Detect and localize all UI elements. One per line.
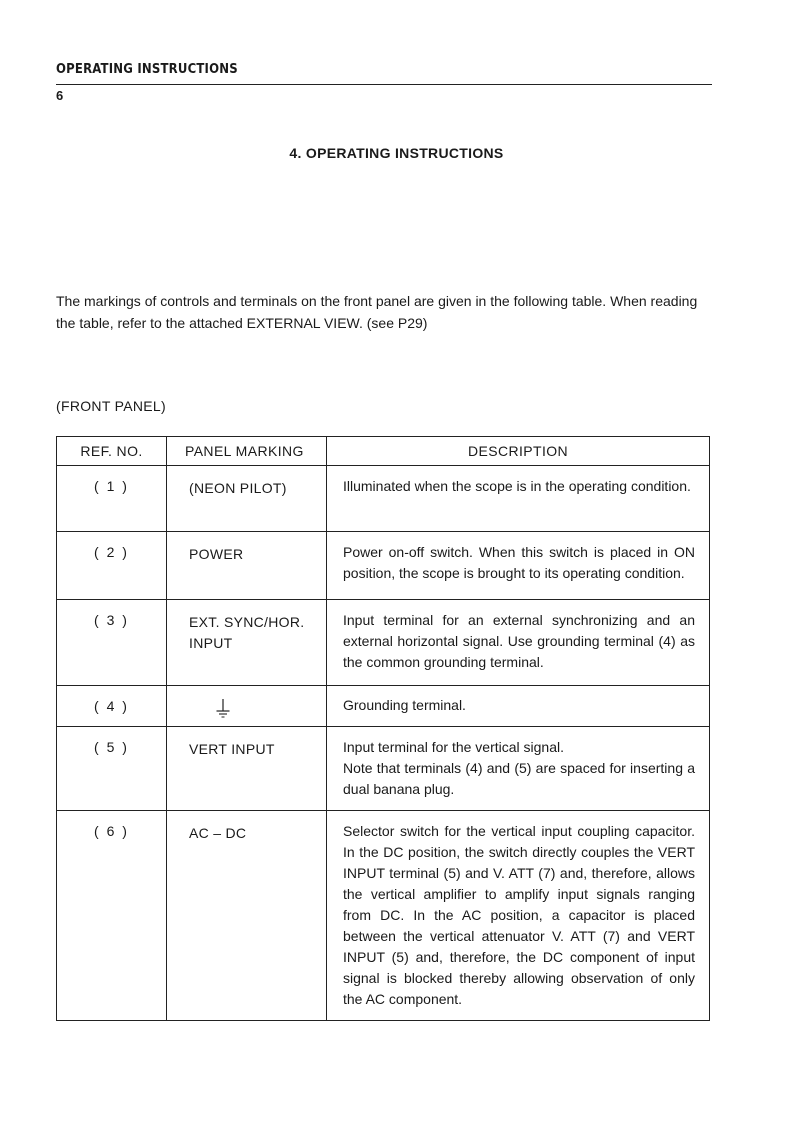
ground-icon <box>215 698 231 724</box>
ref-cell: ( 3 ) <box>57 600 167 686</box>
description-cell <box>327 727 710 811</box>
page-number: 6 <box>56 88 64 103</box>
ref-cell: ( 4 ) <box>57 686 167 727</box>
table-row <box>57 727 710 811</box>
description-cell: Grounding terminal. <box>327 686 710 727</box>
description-cell: Power on-off switch. When this switch is placed in ON position, the scope is brought to its operating condition. <box>327 532 710 600</box>
description-line: Note that terminals (4) and (5) are spaced for inserting a dual banana plug. <box>343 760 695 797</box>
description-cell: Illuminated when the scope is in the operating condition. <box>327 466 710 532</box>
description-cell: Selector switch for the vertical input coupling capacitor. In the DC position, the switch directly couples the VERT INPUT terminal (5) and V. ATT (7) and, therefore, allows the vertical amplifier to amplify input signals ranging from DC. In the AC position, a capacitor is placed between the vertical attenuator V. ATT (7) and VERT INPUT (5) and, therefore, the DC component of input signal is blocked thereby allowing observation of only the AC component. <box>327 811 710 1021</box>
marking-cell: EXT. SYNC/HOR. INPUT <box>167 600 327 686</box>
marking-cell: AC – DC <box>167 811 327 1021</box>
marking-cell: POWER <box>167 532 327 600</box>
table-row <box>57 686 710 727</box>
panel-label: (FRONT PANEL) <box>56 398 166 414</box>
ref-cell: ( 1 ) <box>57 466 167 532</box>
controls-table <box>56 436 710 1021</box>
table-row <box>57 600 710 686</box>
intro-paragraph: The markings of controls and terminals on the front panel are given in the following table. When reading the table, refer to the attached EXTERNAL VIEW. (see P29) <box>56 293 698 331</box>
description-cell: Input terminal for an external synchronizing and an external horizontal signal. Use grounding terminal (4) as the common grounding terminal. <box>327 600 710 686</box>
ref-cell: ( 2 ) <box>57 532 167 600</box>
marking-cell: VERT INPUT <box>167 727 327 811</box>
section-title: 4. OPERATING INSTRUCTIONS <box>289 145 504 161</box>
header-divider <box>56 84 712 85</box>
column-header-description: DESCRIPTION <box>327 437 710 466</box>
marking-cell <box>167 686 327 727</box>
table-row <box>57 466 710 532</box>
table-header-row <box>57 437 710 466</box>
table-row <box>57 811 710 1021</box>
ref-cell: ( 6 ) <box>57 811 167 1021</box>
header-title: OPERATING INSTRUCTIONS <box>56 62 238 77</box>
marking-cell: (NEON PILOT) <box>167 466 327 532</box>
ref-cell: ( 5 ) <box>57 727 167 811</box>
table-row <box>57 532 710 600</box>
column-header-ref: REF. NO. <box>57 437 167 466</box>
description-line: Input terminal for the vertical signal. <box>343 739 564 755</box>
column-header-marking: PANEL MARKING <box>167 437 327 466</box>
